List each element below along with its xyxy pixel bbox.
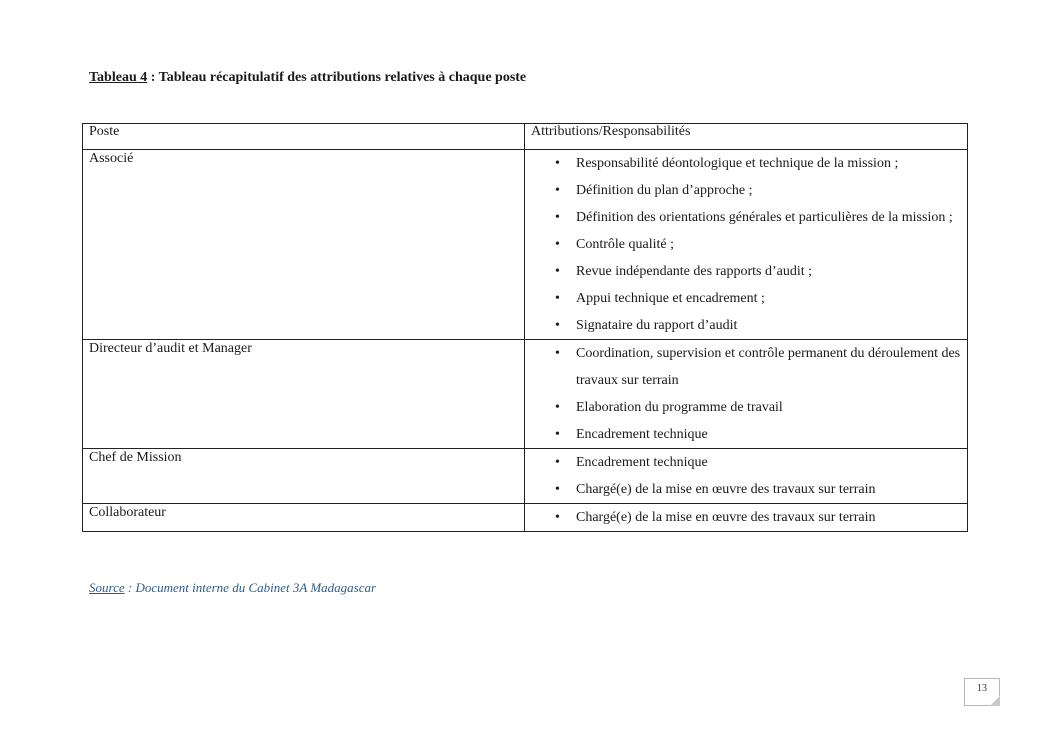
list-item: • Appui technique et encadrement ; xyxy=(531,285,961,312)
bullet-icon: • xyxy=(555,318,560,333)
bullet-icon: • xyxy=(555,156,560,171)
source-note xyxy=(89,580,376,596)
bullet-icon: • xyxy=(555,210,560,225)
page-number xyxy=(964,678,1000,706)
poste-cell: Associé xyxy=(83,150,525,340)
table-row xyxy=(83,150,968,340)
poste-cell: Chef de Mission xyxy=(83,449,525,504)
list-item: • Chargé(e) de la mise en œuvre des travaux sur terrain xyxy=(531,504,961,531)
bullet-icon: • xyxy=(555,510,560,525)
list-item: • Chargé(e) de la mise en œuvre des travaux sur terrain xyxy=(531,476,961,503)
page-curl-icon xyxy=(990,696,1000,706)
table-row xyxy=(83,504,968,532)
list-item: • Responsabilité déontologique et technique de la mission ; xyxy=(531,150,961,177)
attributions-list xyxy=(531,340,961,448)
poste-cell: Collaborateur xyxy=(83,504,525,532)
bullet-icon: • xyxy=(555,482,560,497)
source-label: Source xyxy=(89,580,125,595)
bullet-icon: • xyxy=(555,264,560,279)
list-item: • Définition des orientations générales et particulières de la mission ; xyxy=(531,204,961,231)
attributions-table xyxy=(82,123,968,532)
bullet-icon: • xyxy=(555,291,560,306)
bullet-icon: • xyxy=(555,183,560,198)
table-caption-text: : Tableau récapitulatif des attributions relatives à chaque poste xyxy=(147,70,527,85)
attributions-cell xyxy=(525,504,968,532)
list-item: • Signataire du rapport d’audit xyxy=(531,312,961,339)
list-item: • Revue indépendante des rapports d’audit ; xyxy=(531,258,961,285)
bullet-icon: • xyxy=(555,400,560,415)
attributions-list xyxy=(531,449,961,503)
list-item: • Contrôle qualité ; xyxy=(531,231,961,258)
bullet-icon: • xyxy=(555,455,560,470)
list-item: • Coordination, supervision et contrôle permanent du déroulement des travaux sur terrain xyxy=(531,340,961,394)
attributions-cell xyxy=(525,340,968,449)
table-caption xyxy=(89,70,526,86)
poste-cell: Directeur d’audit et Manager xyxy=(83,340,525,449)
list-item: • Définition du plan d’approche ; xyxy=(531,177,961,204)
source-text: : Document interne du Cabinet 3A Madagascar xyxy=(124,580,377,595)
bullet-icon: • xyxy=(555,346,560,361)
bullet-icon: • xyxy=(555,427,560,442)
bullet-icon: • xyxy=(555,237,560,252)
header-poste: Poste xyxy=(83,124,525,150)
header-attributions: Attributions/Responsabilités xyxy=(525,124,968,150)
table-caption-label: Tableau 4 xyxy=(89,70,148,85)
list-item: • Encadrement technique xyxy=(531,449,961,476)
attributions-cell xyxy=(525,449,968,504)
table-row xyxy=(83,340,968,449)
attributions-cell xyxy=(525,150,968,340)
list-item: • Elaboration du programme de travail xyxy=(531,394,961,421)
list-item: • Encadrement technique xyxy=(531,421,961,448)
table-header-row xyxy=(83,124,968,150)
page-number-value: 13 xyxy=(977,683,987,694)
table-row xyxy=(83,449,968,504)
attributions-list xyxy=(531,504,961,531)
attributions-list xyxy=(531,150,961,339)
